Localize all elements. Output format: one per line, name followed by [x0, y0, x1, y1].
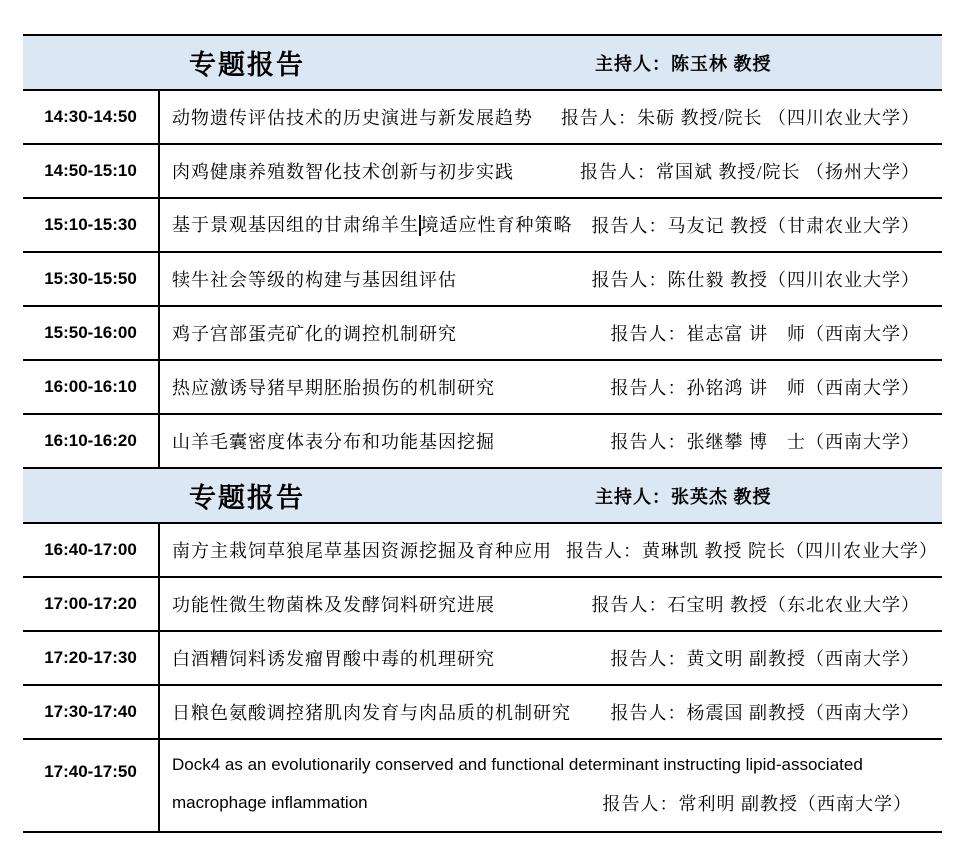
talk-cell[interactable] [160, 199, 942, 251]
time-cell[interactable] [23, 632, 160, 684]
presenter-info: 报告人：杨震国 副教授（西南大学） [610, 703, 920, 723]
session-host: 主持人：张英杰 教授 [595, 486, 772, 507]
talk-title: 动物遗传评估技术的历史演进与新发展趋势 [172, 108, 533, 128]
talk-cell[interactable] [160, 578, 942, 630]
time-cell[interactable] [23, 524, 160, 576]
talk-cell[interactable] [160, 632, 942, 684]
time-cell[interactable] [23, 91, 160, 143]
time-cell[interactable] [23, 253, 160, 305]
time-cell[interactable] [23, 415, 160, 467]
presenter-info: 报告人：朱砺 教授/院长 （四川农业大学） [561, 108, 920, 128]
schedule-row [23, 578, 942, 632]
session-time: 14:50-15:10 [44, 161, 137, 180]
talk-cell[interactable] [160, 253, 942, 305]
presenter-info: 报告人：孙铭鸿 讲 师（西南大学） [610, 378, 920, 398]
schedule-row [23, 361, 942, 415]
session-time: 15:50-16:00 [44, 323, 137, 342]
presenter-info: 报告人：陈仕毅 教授（四川农业大学） [591, 270, 920, 290]
presenter-info: 报告人：黄文明 副教授（西南大学） [610, 649, 920, 669]
presenter-info: 报告人：常利明 副教授（西南大学） [602, 794, 912, 814]
session-time: 14:30-14:50 [44, 107, 137, 126]
talk-cell[interactable] [160, 145, 942, 197]
schedule-row [23, 91, 942, 145]
presenter-info: 报告人：黄琳凯 教授 院长（四川农业大学） [566, 541, 938, 561]
schedule-row [23, 632, 942, 686]
schedule-row [23, 199, 942, 253]
session-time: 15:30-15:50 [44, 269, 137, 288]
talk-title: 南方主栽饲草狼尾草基因资源挖掘及育种应用 [172, 541, 552, 561]
session-time: 17:20-17:30 [44, 648, 137, 667]
presenter-info: 报告人：常国斌 教授/院长 （扬州大学） [580, 162, 920, 182]
schedule-row [23, 524, 942, 578]
time-cell[interactable] [23, 361, 160, 413]
talk-cell[interactable] [160, 361, 942, 413]
talk-title: 鸡子宫部蛋壳矿化的调控机制研究 [172, 324, 457, 344]
talk-cell[interactable] [160, 740, 942, 831]
session-time: 16:10-16:20 [44, 431, 137, 450]
talk-title: 日粮色氨酸调控猪肌肉发育与肉品质的机制研究 [172, 703, 571, 723]
time-cell[interactable] [23, 199, 160, 251]
session-time: 17:00-17:20 [44, 594, 137, 613]
session-time: 17:40-17:50 [44, 762, 137, 781]
presenter-info: 报告人：张继攀 博 士（西南大学） [610, 432, 920, 452]
talk-title: 肉鸡健康养殖数智化技术创新与初步实践 [172, 162, 514, 182]
time-cell[interactable] [23, 578, 160, 630]
time-cell[interactable] [23, 686, 160, 738]
talk-cell[interactable] [160, 91, 942, 143]
time-cell[interactable] [23, 145, 160, 197]
time-cell[interactable] [23, 740, 160, 831]
talk-title: 犊牛社会等级的构建与基因组评估 [172, 270, 457, 290]
talk-cell[interactable] [160, 524, 942, 576]
session-header-2 [23, 469, 942, 524]
talk-title: 热应激诱导猪早期胚胎损伤的机制研究 [172, 378, 495, 398]
talk-title: 山羊毛囊密度体表分布和功能基因挖掘 [172, 432, 495, 452]
session-time: 16:40-17:00 [44, 540, 137, 559]
talk-title-line2: macrophage inflammation [172, 793, 368, 812]
presenter-info: 报告人：石宝明 教授（东北农业大学） [591, 595, 920, 615]
schedule-row [23, 145, 942, 199]
talk-cell[interactable] [160, 686, 942, 738]
session-time: 15:10-15:30 [44, 215, 137, 234]
presenter-info: 报告人：崔志富 讲 师（西南大学） [610, 324, 920, 344]
talk-title: 功能性微生物菌株及发酵饲料研究进展 [172, 595, 495, 615]
schedule-row [23, 415, 942, 469]
schedule-row [23, 307, 942, 361]
session-header-1 [23, 36, 942, 91]
schedule-row [23, 253, 942, 307]
session-time: 16:00-16:10 [44, 377, 137, 396]
session-title: 专题报告 [189, 483, 305, 513]
talk-cell[interactable] [160, 415, 942, 467]
session-time: 17:30-17:40 [44, 702, 137, 721]
session-title: 专题报告 [189, 50, 305, 80]
presenter-info: 报告人：马友记 教授（甘肃农业大学） [591, 216, 920, 236]
schedule-row [23, 740, 942, 833]
time-cell[interactable] [23, 307, 160, 359]
session-host: 主持人：陈玉林 教授 [595, 53, 772, 74]
schedule-row [23, 686, 942, 740]
talk-title: 白酒糟饲料诱发瘤胃酸中毒的机理研究 [172, 649, 495, 669]
schedule-table [23, 34, 942, 833]
talk-title: 基于景观基因组的甘肃绵羊生境适应性育种策略 [172, 215, 573, 236]
talk-title-line1: Dock4 as an evolutionarily conserved and functional determinant instructing lipid-associated [172, 755, 863, 774]
talk-cell[interactable] [160, 307, 942, 359]
